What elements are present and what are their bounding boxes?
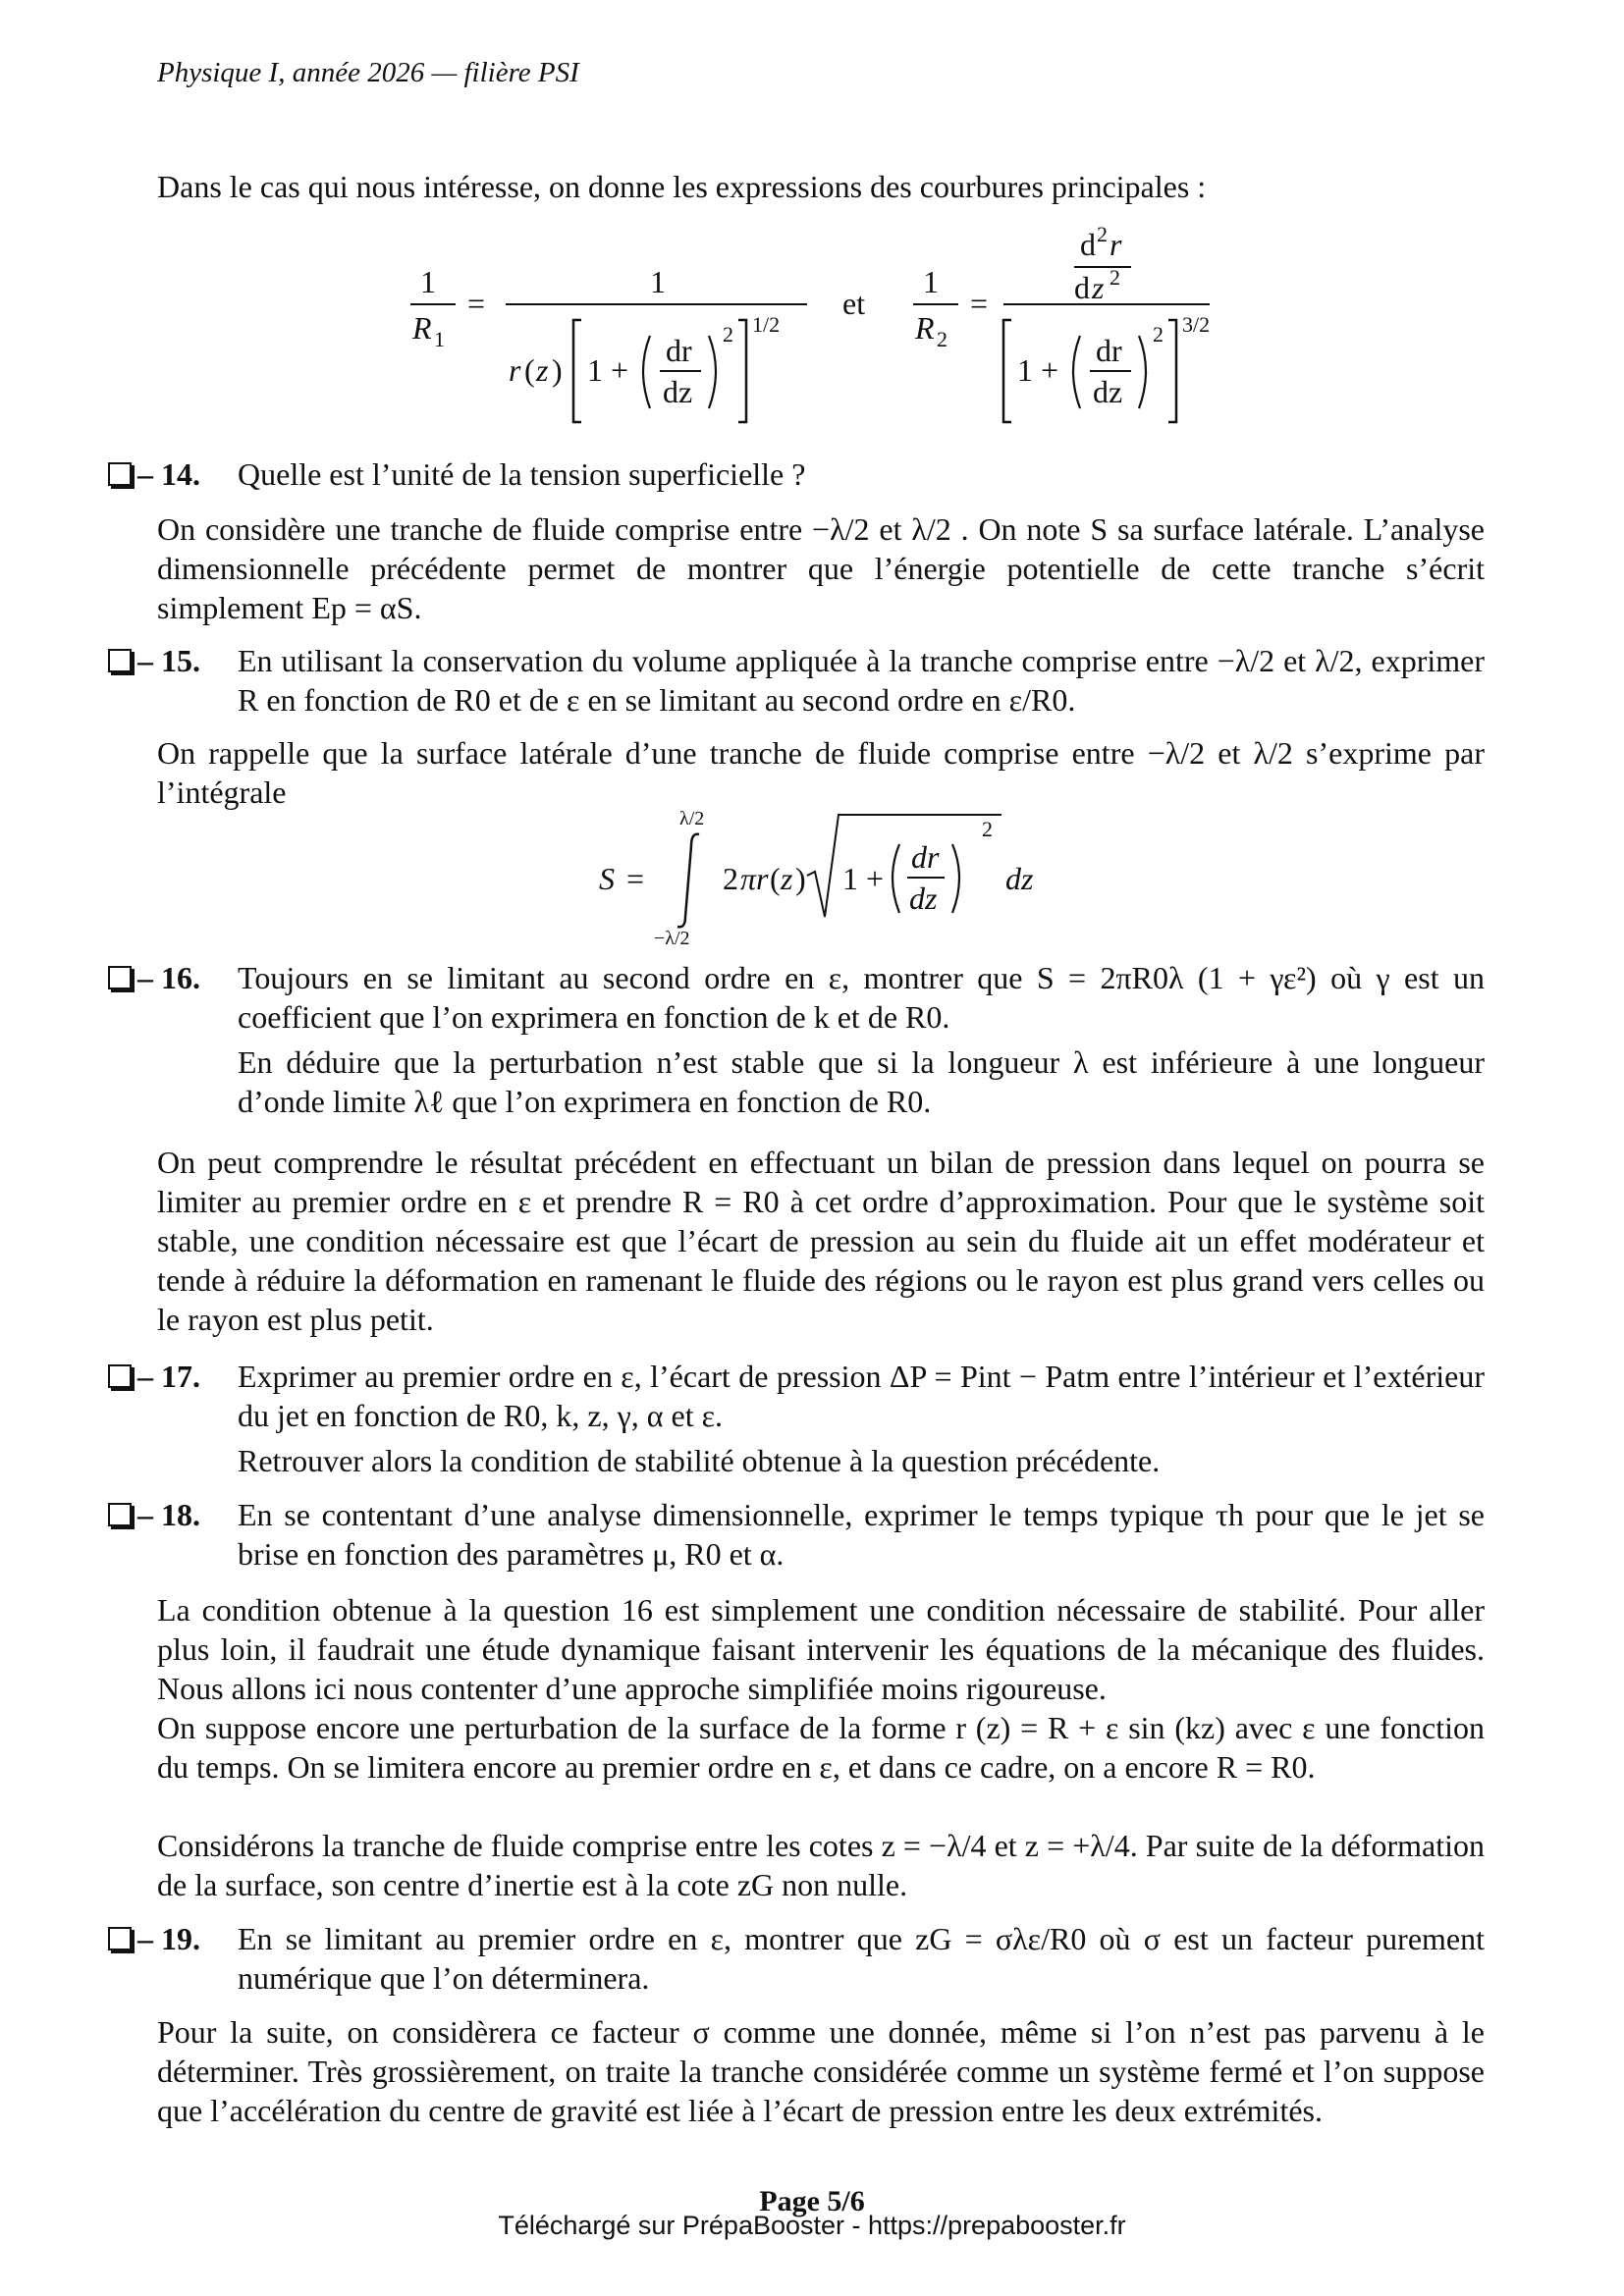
svg-text:dr: dr — [1096, 333, 1122, 368]
download-notice: Téléchargé sur PrépaBooster - https://prepabooster.fr — [498, 2211, 1126, 2240]
question-label: – 16. — [137, 960, 200, 995]
svg-text:πr: πr — [740, 861, 769, 896]
question-15 — [108, 641, 1485, 720]
question-label: – 18. — [137, 1497, 200, 1532]
checkbox-icon — [108, 649, 132, 672]
intro-paragraph: Dans le cas qui nous intéresse, on donne les expressions des courbures principales : — [157, 169, 1207, 204]
paragraph-considerons: Considérons la tranche de fluide comprise entre les cotes z = −λ/4 et z = +λ/4. Par suite de la déformation de la surface, son centre d’inertie est à la cote zG non nulle. — [157, 1828, 1485, 1902]
svg-text:1: 1 — [420, 264, 436, 299]
svg-text:2: 2 — [1153, 322, 1164, 347]
svg-text:2: 2 — [1110, 265, 1120, 290]
svg-text:dz: dz — [1093, 374, 1123, 409]
svg-text:dz: dz — [909, 881, 938, 916]
svg-text:R: R — [915, 310, 935, 346]
checkbox-icon — [108, 462, 132, 486]
svg-text:λ/2: λ/2 — [679, 808, 705, 829]
question-text: Quelle est l’unité de la tension superficielle ? — [238, 456, 806, 492]
paragraph-suppose: On suppose encore une perturbation de la surface de la forme r (z) = R + ε sin (kz) avec ε une fonction du temps. On se limitera encore au premier ordre en ε, et dans ce cadre, on a encore R = R0. — [157, 1710, 1485, 1785]
question-text-followup: En déduire que la perturbation n’est stable que si la longueur λ est inférieure à une longueur d’onde limite λℓ que l’on exprimera en fonction de R0. — [238, 1044, 1485, 1119]
checkbox-icon — [108, 966, 132, 989]
svg-text:1: 1 — [434, 327, 445, 351]
paragraph-surface: On rappelle que la surface latérale d’une tranche de fluide comprise entre −λ/2 et λ/2 s’exprime par l’intégrale — [157, 735, 1485, 810]
surface-integral-equation — [589, 807, 1060, 944]
svg-text:dz: dz — [1005, 861, 1034, 896]
question-label: – 17. — [137, 1359, 200, 1394]
svg-text:S: S — [599, 861, 615, 896]
question-label: – 19. — [137, 1921, 200, 1956]
svg-text:2: 2 — [723, 322, 733, 347]
question-18 — [108, 1495, 1485, 1574]
svg-text:R: R — [412, 310, 432, 346]
question-text: Exprimer au premier ordre en ε, l’écart de pression ΔP = Pint − Patm entre l’intérieur et l’extérieur du jet en fonction de R0, k, z, γ, α et ε. — [238, 1359, 1485, 1433]
question-text: En se limitant au premier ordre en ε, montrer que zG = σλε/R0 où σ est un facteur purement numérique que l’on déterminera. — [238, 1921, 1485, 1996]
svg-text:): ) — [552, 352, 563, 388]
svg-text:dr: dr — [911, 839, 940, 875]
paragraph-suite: Pour la suite, on considèrera ce facteur σ comme une donnée, même si l’on n’est pas parvenu à le déterminer. Très grossièrement, on traite la tranche considérée comme un système fermé et l’on suppose que l’accélération du centre de gravité est liée à l’écart de pression entre les deux extrémités. — [157, 2014, 1485, 2128]
svg-text:2: 2 — [982, 817, 993, 841]
svg-text:z: z — [781, 861, 793, 896]
svg-text:r: r — [509, 352, 521, 388]
svg-text:z: z — [536, 352, 549, 388]
paragraph-pression: On peut comprendre le résultat précédent en effectuant un bilan de pression dans lequel on pourra se limiter au premier ordre en ε et prendre R = R0 à cet ordre d’approximation. Pour que le système soit stable, une condition nécessaire est que l’écart de pression au sein du fluide ait un effet modérateur et tende à réduire la déformation en ramenant le fluide des régions ou le rayon est plus grand vers celles ou le rayon est plus petit. — [157, 1145, 1485, 1337]
svg-text:d: d — [1080, 227, 1096, 262]
question-text: En se contentant d’une analyse dimensionnelle, exprimer le temps typique τh pour que le jet se brise en fonction des paramètres μ, R0 et α. — [238, 1497, 1485, 1572]
question-label: – 15. — [137, 643, 200, 678]
svg-text:dz: dz — [663, 374, 693, 409]
checkbox-icon — [108, 1364, 132, 1388]
page-number: Page 5/6 — [759, 2185, 865, 2217]
svg-text:d: d — [1074, 270, 1090, 305]
svg-text:1: 1 — [923, 264, 939, 299]
svg-text:z: z — [1092, 270, 1105, 305]
svg-text:1 +: 1 + — [842, 861, 885, 896]
equation-connector: et — [842, 286, 866, 321]
running-header: Physique I, année 2026 — filière PSI — [157, 57, 579, 88]
question-label: – 14. — [137, 456, 200, 492]
question-text-followup: Retrouver alors la condition de stabilité obtenue à la question précédente. — [238, 1443, 1161, 1478]
question-16 — [108, 958, 1485, 1121]
checkbox-icon — [108, 1503, 132, 1526]
svg-text:2: 2 — [937, 327, 947, 351]
svg-text:1 +: 1 + — [1017, 352, 1059, 388]
paragraph-tranche: On considère une tranche de fluide comprise entre −λ/2 et λ/2 . On note S sa surface latérale. L’analyse dimensionnelle précédente permet de montrer que l’énergie potentielle de cette tranche s’écrit simplement Ep = αS. — [157, 511, 1485, 625]
svg-text:=: = — [970, 286, 989, 321]
svg-text:−λ/2: −λ/2 — [654, 928, 690, 944]
question-text: En utilisant la conservation du volume appliquée à la tranche comprise entre −λ/2 et λ/2, exprimer R en fonction de R0 et de ε en se limitant au second ordre en ε/R0. — [238, 643, 1485, 718]
svg-text:1: 1 — [650, 264, 666, 299]
svg-text:3/2: 3/2 — [1182, 312, 1211, 337]
svg-text:(: ( — [524, 352, 535, 388]
svg-text:dr: dr — [666, 333, 692, 368]
question-17 — [108, 1357, 1485, 1480]
curvature-equations — [393, 226, 1257, 432]
svg-text:(: ( — [770, 861, 781, 896]
svg-text:): ) — [795, 861, 806, 896]
svg-text:2: 2 — [1097, 226, 1108, 246]
question-14 — [108, 454, 1485, 494]
paragraph-condition: La condition obtenue à la question 16 est simplement une condition nécessaire de stabilité. Pour aller plus loin, il faudrait une étude dynamique faisant intervenir les équations de la mécanique des fluides. Nous allons ici nous contenter d’une approche simplifiée moins rigoureuse. — [157, 1592, 1485, 1706]
svg-text:r: r — [1110, 227, 1122, 262]
svg-text:=: = — [467, 286, 486, 321]
svg-text:1 +: 1 + — [587, 352, 629, 388]
question-text: Toujours en se limitant au second ordre en ε, montrer que S = 2πR0λ (1 + γε²) où γ est un coefficient que l’on exprimera en fonction de k et de R0. — [238, 960, 1486, 1035]
question-19 — [108, 1919, 1485, 1998]
svg-text:2: 2 — [723, 861, 738, 896]
svg-text:1/2: 1/2 — [752, 312, 781, 337]
checkbox-icon — [108, 1927, 132, 1950]
svg-text:=: = — [626, 861, 645, 896]
